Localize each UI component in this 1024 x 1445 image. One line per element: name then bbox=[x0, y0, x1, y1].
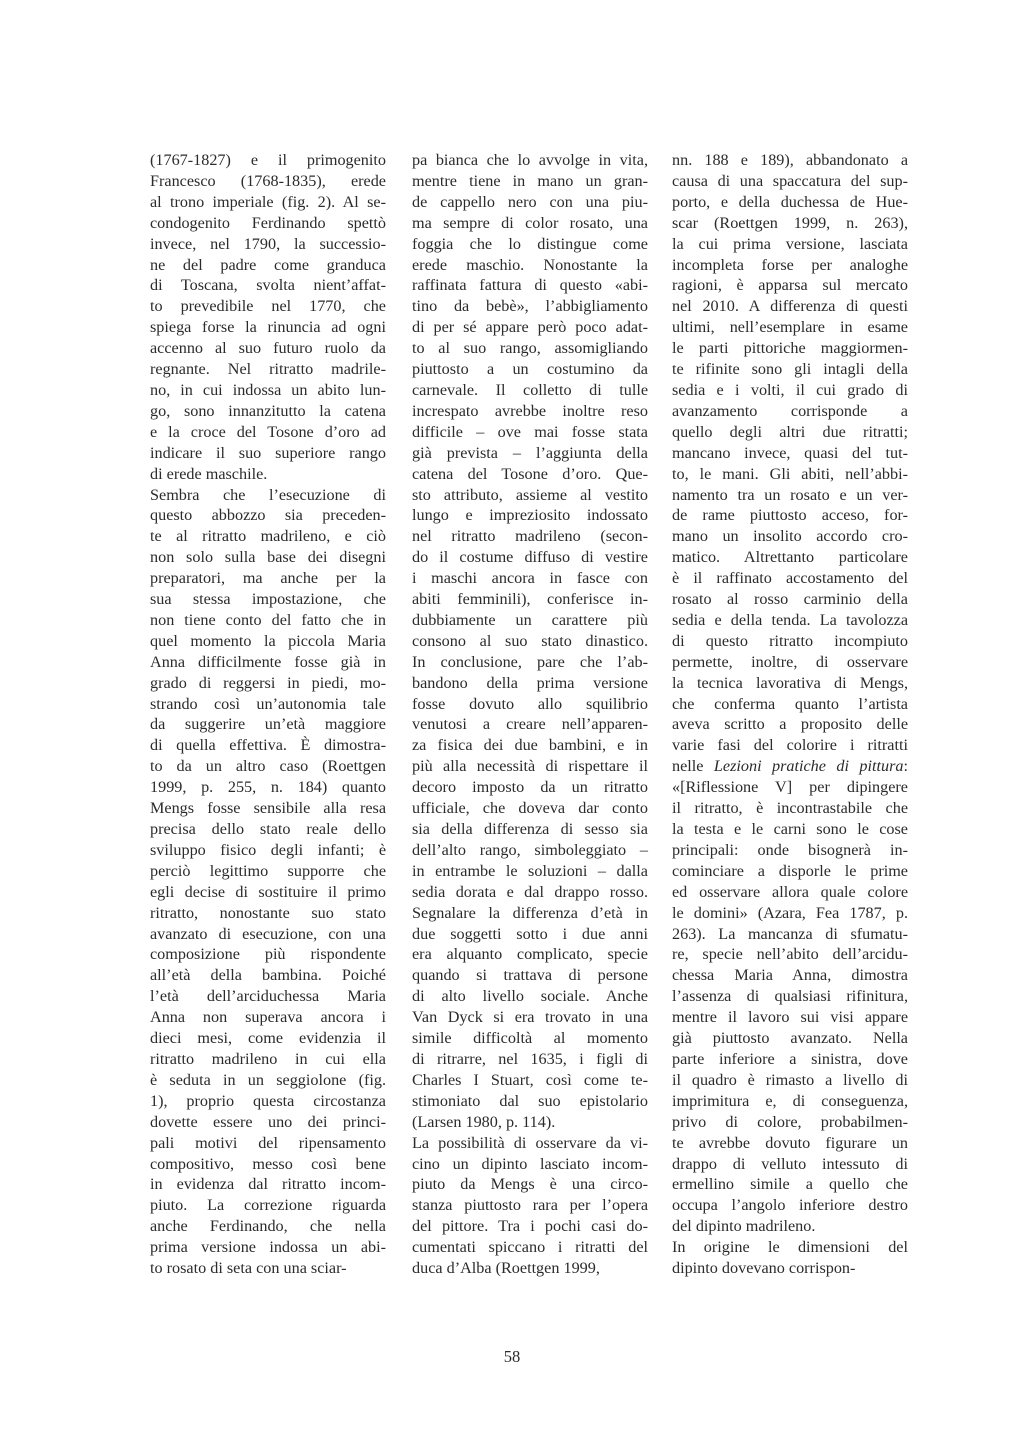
text-line: duca d’Alba (Roettgen 1999, bbox=[412, 1259, 600, 1278]
text-line: mancano invece, quasi del tut- bbox=[672, 443, 908, 462]
text-line: to da un altro caso (Roettgen bbox=[150, 757, 386, 776]
text-line: ermellino simile a quello che bbox=[672, 1175, 908, 1194]
text-line: dipinto dovevano corrispon- bbox=[672, 1259, 856, 1278]
text-line: le parti pittoriche maggiormen- bbox=[672, 339, 908, 358]
text-line: mentre tiene in mano un gran- bbox=[412, 171, 648, 190]
text-line: stimoniato dal suo epistolario bbox=[412, 1091, 648, 1110]
text-line: «[Riflessione V] per dipingere bbox=[672, 778, 908, 797]
page-number: 58 bbox=[503, 1347, 521, 1366]
text-line: imprimitura e, di conseguenza, bbox=[672, 1091, 908, 1110]
text-line: di questo ritratto incompiuto bbox=[672, 631, 908, 650]
text-line: Anna non superava ancora i bbox=[150, 1008, 386, 1027]
text-line: re, specie nell’abito dell’arcidu- bbox=[672, 945, 908, 964]
text-line: carnevale. Il colletto di tulle bbox=[412, 380, 648, 399]
text-line: composizione più rispondente bbox=[150, 945, 386, 964]
text-line: occupa l’angolo inferiore destro bbox=[672, 1196, 908, 1215]
text-line: go, sono innanzitutto la catena bbox=[150, 401, 386, 420]
text-line: nelle Lezioni pratiche di pittura: bbox=[672, 757, 908, 776]
text-line: simile difficoltà al momento bbox=[412, 1029, 648, 1048]
text-line: no, in cui indossa un abito lun- bbox=[150, 380, 386, 399]
text-line: stanza piuttosto rara per l’opera bbox=[412, 1196, 648, 1215]
text-line: quando si trattava di persone bbox=[412, 966, 648, 985]
text-line: Van Dyck si era trovato in una bbox=[412, 1008, 648, 1027]
text-line: porto, e della duchessa de Hue- bbox=[672, 192, 908, 211]
text-line: causa di una spaccatura del sup- bbox=[672, 171, 908, 190]
text-line: sedia e i volti, il cui grado di bbox=[672, 380, 908, 399]
text-line: mano un insolito accordo cro- bbox=[672, 527, 908, 546]
text-line: 1999, p. 255, n. 184) quanto bbox=[150, 778, 386, 797]
text-line: rosato al rosso carminio della bbox=[672, 590, 908, 609]
text-line: sedia dorata e dal drappo rosso. bbox=[412, 882, 648, 901]
text-line: l’assenza di qualsiasi rifinitura, bbox=[672, 987, 908, 1006]
text-line: to, le mani. Gli abiti, nell’abbi- bbox=[672, 464, 908, 483]
text-line: difficile – ove mai fosse stata bbox=[412, 422, 648, 441]
text-column-3 bbox=[672, 150, 908, 1279]
text-line: le domini» (Azara, Fea 1787, p. bbox=[672, 903, 908, 922]
text-line: de rame piuttosto acceso, for- bbox=[672, 506, 908, 525]
text-line: da suggerire un’età maggiore bbox=[150, 715, 386, 734]
text-line: di per sé appare però poco adat- bbox=[412, 318, 648, 337]
text-column-1 bbox=[150, 150, 386, 1279]
text-line: dieci mesi, come evidenzia il bbox=[150, 1029, 386, 1048]
text-line: quello degli altri due ritratti; bbox=[672, 422, 908, 441]
text-line: namento tra un rosato e un ver- bbox=[672, 485, 908, 504]
text-line: egli decise di sostituire il primo bbox=[150, 882, 386, 901]
text-line: e la croce del Tosone d’oro ad bbox=[150, 422, 386, 441]
text-line: decoro imposto da un ritratto bbox=[412, 778, 648, 797]
text-line: è seduta in un seggiolone (fig. bbox=[150, 1070, 386, 1089]
text-line: bandono della prima versione bbox=[412, 673, 648, 692]
text-line: fosse dovuto allo squilibrio bbox=[412, 694, 648, 713]
text-line: di alto livello sociale. Anche bbox=[412, 987, 648, 1006]
text-line: compositivo, messo così bene bbox=[150, 1154, 386, 1173]
text-line: chessa Maria Anna, dimostra bbox=[672, 966, 908, 985]
text-line: ufficiale, che doveva dar conto bbox=[412, 799, 648, 818]
text-line: lungo e impreziosito indossato bbox=[412, 506, 648, 525]
text-line: parte inferiore a sinistra, dove bbox=[672, 1049, 908, 1068]
text-line: di ritrarre, nel 1635, i figli di bbox=[412, 1049, 648, 1068]
text-line: anche Ferdinando, che nella bbox=[150, 1217, 386, 1236]
text-line: il quadro è rimasto a livello di bbox=[672, 1070, 908, 1089]
text-column-2 bbox=[412, 150, 648, 1279]
text-line: regnante. Nel ritratto madrile- bbox=[150, 360, 386, 379]
text-line: avanzato di esecuzione, con una bbox=[150, 924, 386, 943]
text-line: erede maschio. Nonostante la bbox=[412, 255, 648, 274]
text-line: te rifinite sono gli intagli della bbox=[672, 360, 908, 379]
text-line: è il raffinato accostamento del bbox=[672, 569, 908, 588]
text-line: già piuttosto avanzato. Nella bbox=[672, 1029, 908, 1048]
text-line: di Toscana, svolta nient’affat- bbox=[150, 276, 386, 295]
text-line: non tiene conto del fatto che in bbox=[150, 610, 386, 629]
text-line: la cui prima versione, lasciata bbox=[672, 234, 908, 253]
text-line: aveva scritto a proposito delle bbox=[672, 715, 908, 734]
text-line: te al ritratto madrileno, e ciò bbox=[150, 527, 386, 546]
text-line: raffinata fattura di questo «abi- bbox=[412, 276, 648, 295]
text-line: mentre il lavoro sui visi appare bbox=[672, 1008, 908, 1027]
text-line: cino un dipinto lasciato incom- bbox=[412, 1154, 648, 1173]
text-line: ma sempre di color rosato, una bbox=[412, 213, 648, 232]
text-line: precisa dello stato reale dello bbox=[150, 820, 386, 838]
text-line: ragioni, è apparsa sul mercato bbox=[672, 276, 908, 295]
text-line: dubbiamente un carattere più bbox=[412, 610, 648, 629]
text-line: quel momento la piccola Maria bbox=[150, 631, 386, 650]
text-line: catena del Tosone d’oro. Que- bbox=[412, 464, 648, 483]
text-line: ritratto, nonostante suo stato bbox=[150, 903, 386, 922]
text-line: Anna difficilmente fosse già in bbox=[150, 652, 386, 671]
text-line: 1), proprio questa circostanza bbox=[150, 1091, 386, 1110]
text-line: spiega forse la rinuncia ad ogni bbox=[150, 318, 386, 337]
text-line: ritratto madrileno in cui ella bbox=[150, 1049, 386, 1068]
text-line: invece, nel 1790, la successio- bbox=[150, 234, 386, 253]
text-line: non solo sulla base dei disegni bbox=[150, 548, 386, 567]
text-line: dovette essere uno dei princi- bbox=[150, 1112, 386, 1131]
text-line: Sembra che l’esecuzione di bbox=[150, 485, 386, 504]
text-line: to al suo rango, assomigliando bbox=[412, 339, 648, 358]
text-line: questo abbozzo sia preceden- bbox=[150, 506, 386, 525]
text-line: preparatori, ma anche per la bbox=[150, 569, 386, 588]
text-line: piuto da Mengs è una circo- bbox=[412, 1175, 648, 1194]
text-line: za fisica dei due bambini, e in bbox=[412, 736, 648, 755]
text-line: (Larsen 1980, p. 114). bbox=[412, 1112, 556, 1131]
text-line: In conclusione, pare che l’ab- bbox=[412, 652, 648, 671]
text-line: In origine le dimensioni del bbox=[672, 1238, 908, 1257]
text-line: nel 2010. A differenza di questi bbox=[672, 297, 908, 316]
text-line: permette, inoltre, di osservare bbox=[672, 652, 908, 671]
text-line: del dipinto madrileno. bbox=[672, 1217, 816, 1236]
text-line: pa bianca che lo avvolge in vita, bbox=[412, 151, 648, 169]
text-line: do il costume diffuso di vestire bbox=[412, 548, 648, 567]
text-line: l’età dell’arciduchessa Maria bbox=[150, 987, 386, 1006]
text-line: de cappello nero con una piu- bbox=[412, 192, 648, 211]
text-line: strando così un’autonomia tale bbox=[150, 694, 386, 713]
text-line: due soggetti sotto i due anni bbox=[412, 924, 648, 943]
text-line: incompleta forse per analoghe bbox=[672, 255, 908, 274]
text-line: (1767-1827) e il primogenito bbox=[150, 151, 386, 169]
text-line: piuto. La correzione riguarda bbox=[150, 1196, 386, 1215]
text-line: privo di colore, probabilmen- bbox=[672, 1112, 908, 1131]
text-line: sia della differenza di sesso sia bbox=[412, 820, 648, 838]
text-line: condogenito Ferdinando spettò bbox=[150, 213, 386, 232]
text-line: 263). La mancanza di sfumatu- bbox=[672, 924, 908, 943]
text-line: Charles I Stuart, così come te- bbox=[412, 1070, 648, 1089]
text-line: matico. Altrettanto particolare bbox=[672, 548, 908, 567]
text-line: cominciare a disporle le prime bbox=[672, 861, 908, 880]
text-line: to prevedibile nel 1770, che bbox=[150, 297, 386, 316]
text-line: il ritratto, è incontrastabile che bbox=[672, 799, 908, 818]
text-line: abiti femminili), conferisce in- bbox=[412, 590, 648, 609]
text-line: dell’alto rango, simboleggiato – bbox=[412, 840, 648, 859]
text-line: era alquanto complicato, specie bbox=[412, 945, 648, 964]
text-line: di quella effettiva. È dimostra- bbox=[150, 736, 386, 755]
text-line: la tecnica lavorativa di Mengs, bbox=[672, 673, 908, 692]
text-line: foggia che lo distingue come bbox=[412, 234, 648, 253]
text-line: avanzamento corrisponde a bbox=[672, 401, 908, 420]
text-line: tino da bebè», l’abbigliamento bbox=[412, 297, 648, 316]
text-line: ultimi, nell’esemplare in esame bbox=[672, 318, 908, 337]
text-line: sedia e della tenda. La tavolozza bbox=[672, 610, 908, 629]
text-line: Francesco (1768-1835), erede bbox=[150, 171, 386, 190]
text-line: to rosato di seta con una sciar- bbox=[150, 1259, 347, 1278]
text-line: già prevista – l’aggiunta della bbox=[412, 443, 648, 462]
text-line: La possibilità di osservare da vi- bbox=[412, 1133, 648, 1152]
text-line: ne del padre come granduca bbox=[150, 255, 386, 274]
text-line: Mengs fosse sensibile alla resa bbox=[150, 799, 386, 818]
text-line: accenno al suo futuro ruolo da bbox=[150, 339, 386, 358]
text-line: all’età della bambina. Poiché bbox=[150, 966, 386, 985]
text-line: varie fasi del colorire i ritratti bbox=[672, 736, 908, 755]
text-line: nel ritratto madrileno (secon- bbox=[412, 527, 648, 546]
text-line: scar (Roettgen 1999, n. 263), bbox=[672, 213, 908, 232]
text-line: te avrebbe dovuto figurare un bbox=[672, 1133, 908, 1152]
text-line: ed osservare allora quale colore bbox=[672, 882, 908, 901]
text-line: perciò legittimo supporre che bbox=[150, 861, 386, 880]
text-line: di erede maschile. bbox=[150, 464, 268, 483]
italic-title: Lezioni pratiche di pittura bbox=[713, 757, 904, 776]
text-line: indicare il suo superiore rango bbox=[150, 443, 386, 462]
text-line: venutosi a creare nell’apparen- bbox=[412, 715, 648, 734]
text-line: in entrambe le soluzioni – dalla bbox=[412, 861, 648, 880]
text-line: la testa e le carni sono le cose bbox=[672, 820, 908, 838]
text-line: drappo di velluto intessuto di bbox=[672, 1154, 908, 1173]
text-line: Segnalare la differenza d’età in bbox=[412, 903, 648, 922]
text-line: prima versione indossa un abi- bbox=[150, 1238, 386, 1257]
text-line: cumentati spiccano i ritratti del bbox=[412, 1238, 648, 1257]
text-line: più alla necessità di rispettare il bbox=[412, 757, 648, 776]
text-line: sviluppo fisico degli infanti; è bbox=[150, 840, 386, 859]
text-line: al trono imperiale (fig. 2). Al se- bbox=[150, 192, 386, 211]
text-line: in evidenza dal ritratto incom- bbox=[150, 1175, 386, 1194]
text-line: del pittore. Tra i pochi casi do- bbox=[412, 1217, 648, 1236]
text-line: sua stessa impostazione, che bbox=[150, 590, 386, 609]
text-line: nn. 188 e 189), abbandonato a bbox=[672, 151, 908, 169]
text-line: piuttosto a un costumino da bbox=[412, 360, 648, 379]
text-line: consono al suo stato dinastico. bbox=[412, 631, 648, 650]
text-line: i maschi ancora in fasce con bbox=[412, 569, 648, 588]
text-line: grado di reggersi in piedi, mo- bbox=[150, 673, 386, 692]
text-line: sto attributo, assieme al vestito bbox=[412, 485, 648, 504]
text-line: che conferma quanto l’artista bbox=[672, 694, 908, 713]
text-line: pali motivi del ripensamento bbox=[150, 1133, 386, 1152]
text-line: increspato avrebbe inoltre reso bbox=[412, 401, 648, 420]
text-line: principali: onde bisognerà in- bbox=[672, 840, 908, 859]
